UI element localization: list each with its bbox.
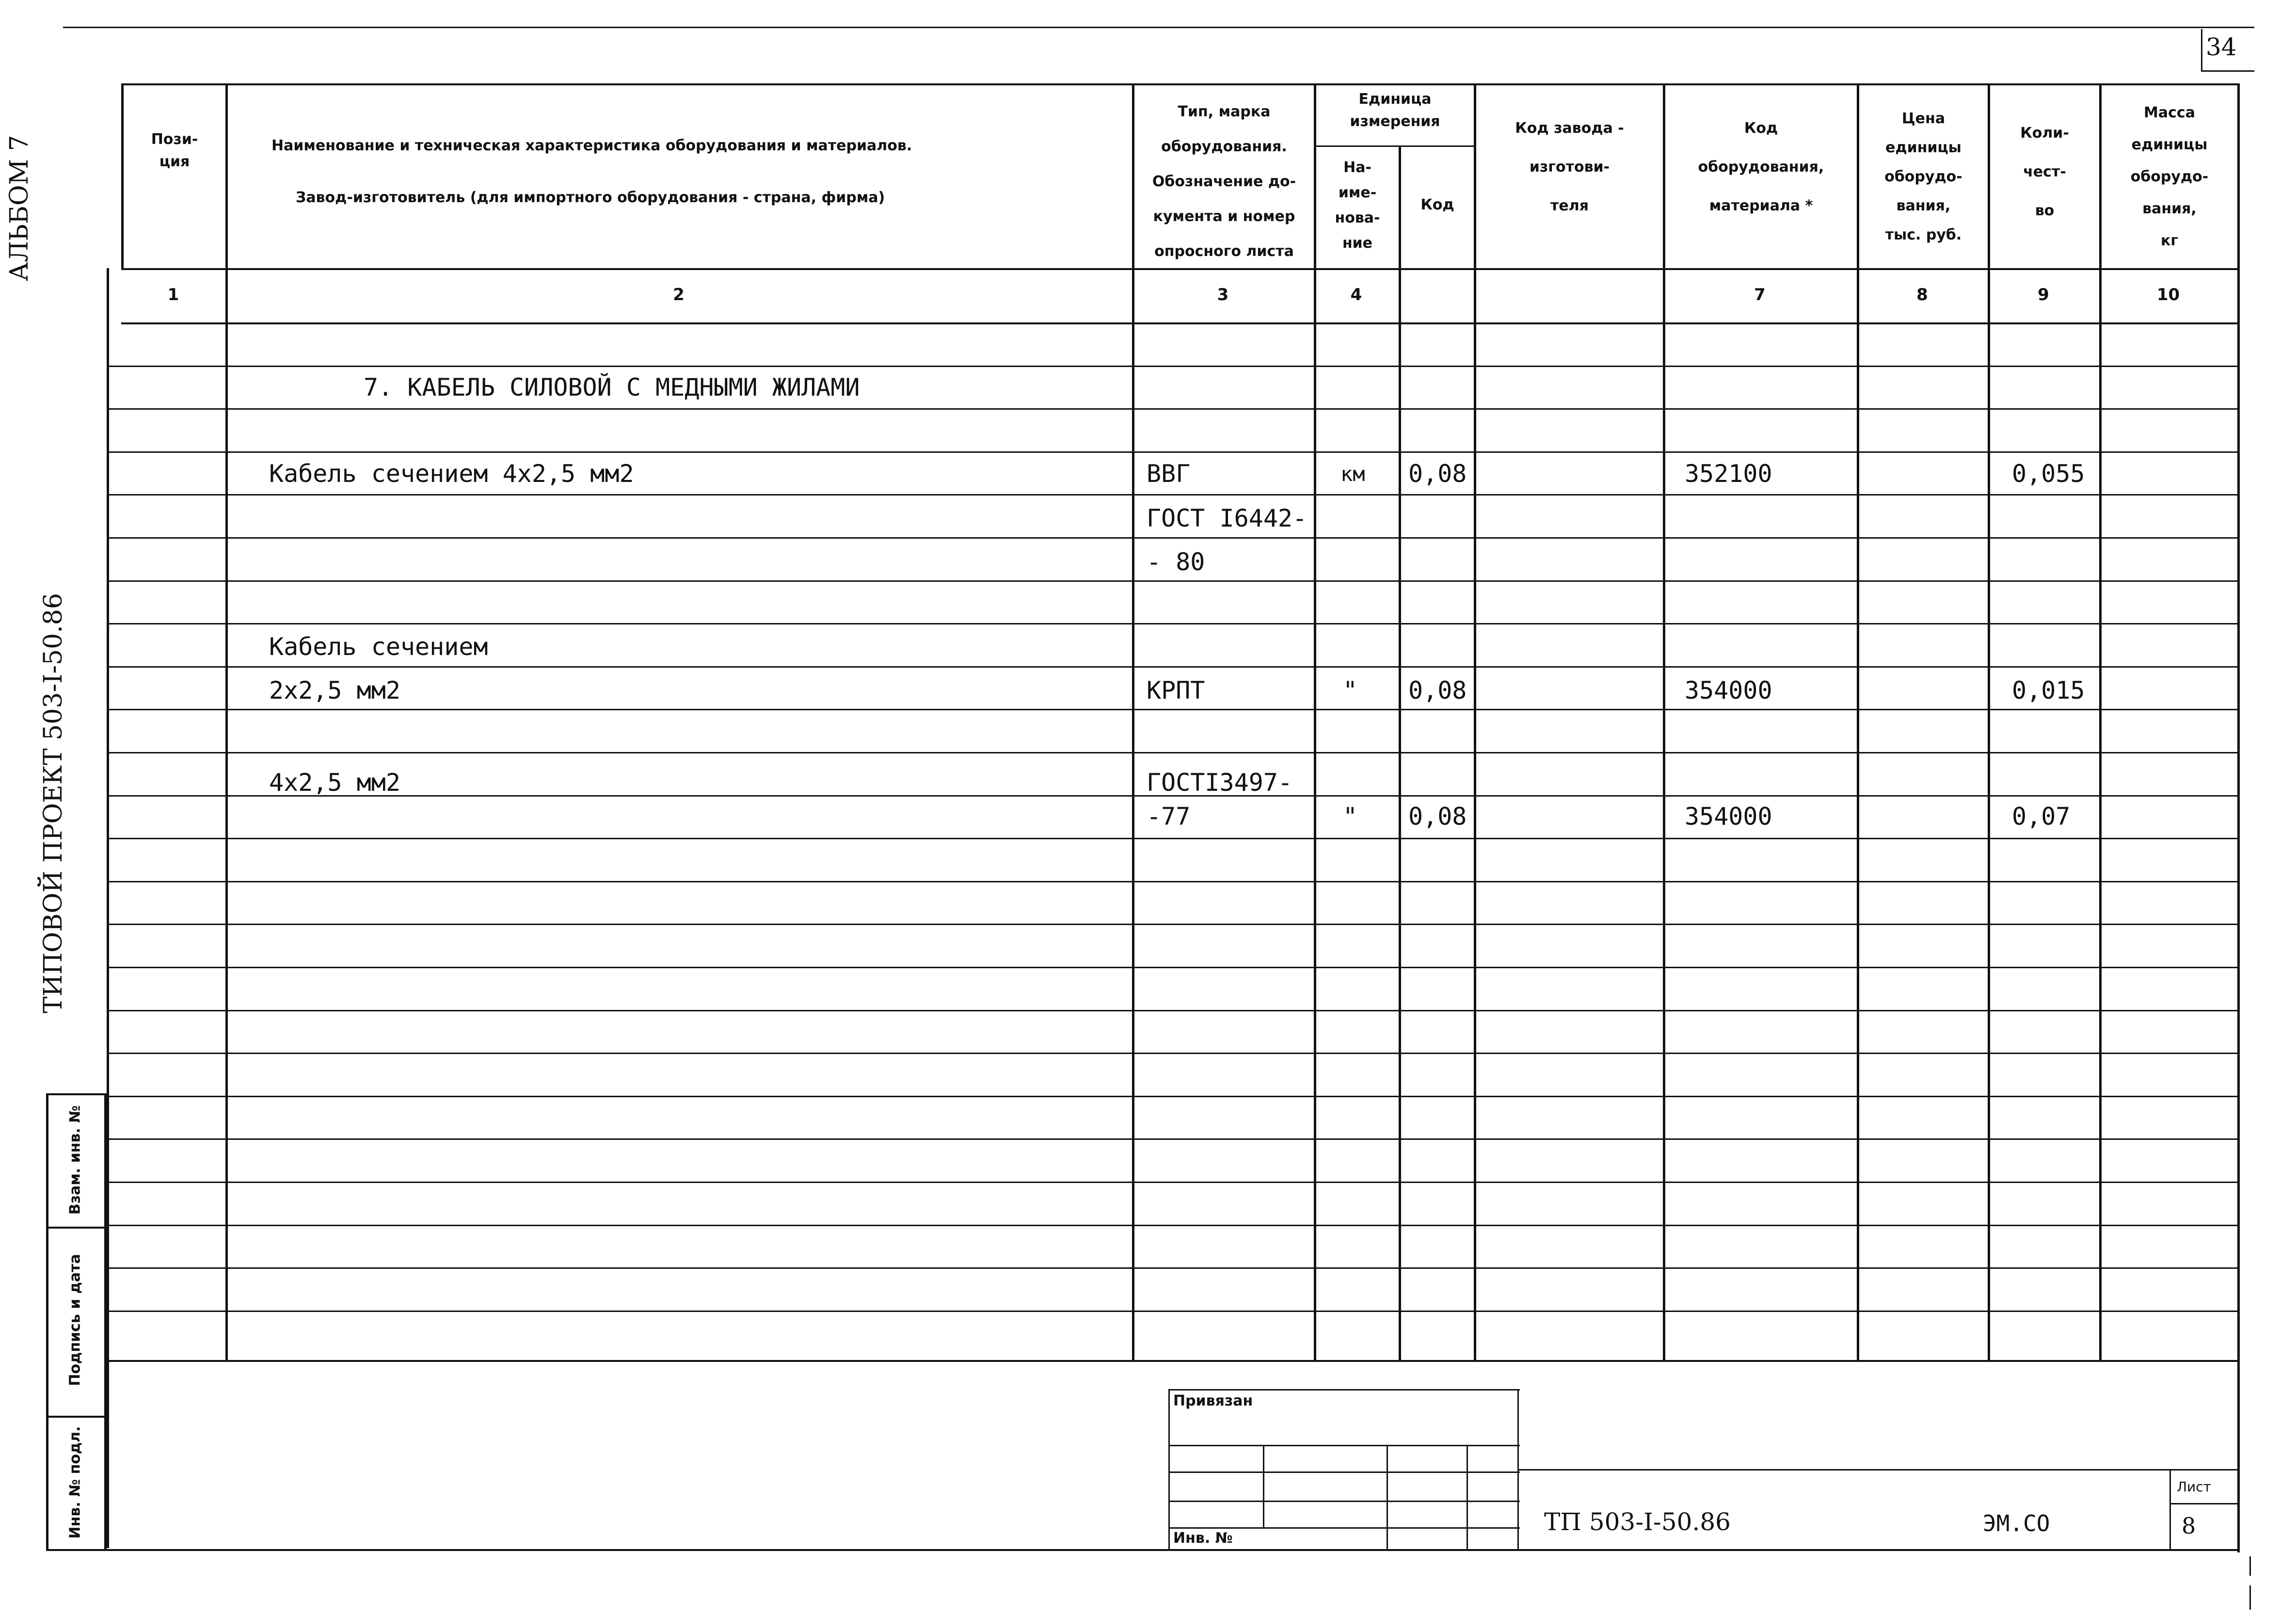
table-row-line xyxy=(107,623,2240,624)
header-position: Пози- ция xyxy=(151,131,198,170)
col-line-4 xyxy=(1474,83,1476,1360)
colnum-8: 8 xyxy=(1916,285,1928,304)
colnum-2: 2 xyxy=(673,285,685,304)
document-mark: ЭМ.СО xyxy=(1983,1510,2050,1536)
header-name-line2: Завод-изготовитель (для импортного оборудования - страна, фирма) xyxy=(296,189,885,206)
colnum-9: 9 xyxy=(2038,285,2049,304)
table-row-line xyxy=(107,838,2240,839)
row5-quantity: 0,015 xyxy=(2012,676,2085,704)
table-row-line xyxy=(107,924,2240,925)
header-mass: Масса единицы оборудо- вания, кг xyxy=(2130,104,2209,249)
header-type: Тип, марка оборудования. Обозначение до- кумента и номер опросного листа xyxy=(1152,103,1296,260)
table-row-line xyxy=(107,666,2240,668)
col-line-7 xyxy=(1988,83,1990,1360)
table-row-line xyxy=(107,1182,2240,1183)
row5-type: КРПТ xyxy=(1147,676,1205,704)
row7-unit-code: 0,08 xyxy=(1408,802,1467,831)
edge-mark-2 xyxy=(2249,1585,2251,1610)
table-top-border xyxy=(121,83,2240,85)
header-name-line1: Наименование и техническая характеристика оборудования и материалов. xyxy=(271,137,912,154)
row1-type: ВВГ xyxy=(1147,460,1191,488)
colnum-7: 7 xyxy=(1754,285,1766,304)
table-row-line xyxy=(107,1096,2240,1097)
header-price: Цена единицы оборудо- вания, тыс. руб. xyxy=(1884,110,1962,243)
section-title: 7. КАБЕЛЬ СИЛОВОЙ С МЕДНЫМИ ЖИЛАМИ xyxy=(364,373,860,401)
album-label: АЛЬБОМ 7 xyxy=(5,135,34,281)
edge-mark-1 xyxy=(2249,1556,2251,1576)
inv-no-label: Инв. № xyxy=(1173,1530,1233,1547)
table-row-line xyxy=(107,366,2240,367)
table-row-line xyxy=(107,967,2240,968)
table-row-line xyxy=(107,494,2240,496)
colnum-4: 4 xyxy=(1350,285,1362,304)
row1-quantity: 0,055 xyxy=(2012,460,2085,488)
row5-unit: " xyxy=(1343,676,1358,704)
colnum-3: 3 xyxy=(1217,285,1229,304)
page-number-box-bottom xyxy=(2201,70,2254,72)
row7-type: -77 xyxy=(1147,802,1191,831)
sheet-label: Лист xyxy=(2177,1479,2211,1495)
row1-unit-code: 0,08 xyxy=(1408,460,1467,488)
table-row-line xyxy=(107,1225,2240,1226)
table-row-line xyxy=(107,1267,2240,1269)
page-bottom-border xyxy=(107,1549,2240,1551)
document-code: ТП 503-I-50.86 xyxy=(1544,1508,1731,1536)
tb-col-1 xyxy=(1263,1445,1264,1527)
colnum-bottom-border xyxy=(121,322,2240,324)
col-line-5 xyxy=(1663,83,1665,1360)
table-row-line xyxy=(107,881,2240,882)
col-line-6 xyxy=(1857,83,1859,1360)
inv-orig-label: Инв. № подл. xyxy=(66,1426,84,1539)
table-row-line xyxy=(107,537,2240,539)
table-row-line xyxy=(107,1311,2240,1312)
row2-type: ГОСТ I6442- xyxy=(1147,504,1307,532)
tb-sheet-left xyxy=(2169,1469,2171,1549)
sheet-number: 8 xyxy=(2182,1513,2196,1539)
col-line-0 xyxy=(107,268,109,1548)
row1-material-code: 352100 xyxy=(1685,460,1772,488)
header-unit-code: Код xyxy=(1420,196,1454,213)
stamp-strip-left xyxy=(46,1093,48,1549)
row3-type: - 80 xyxy=(1147,548,1205,576)
tb-main-top xyxy=(1517,1469,2240,1471)
row5-material-code: 354000 xyxy=(1685,676,1772,704)
table-row-line xyxy=(107,752,2240,753)
header-factory-code: Код завода - изготови- теля xyxy=(1515,120,1624,214)
row7-unit: " xyxy=(1343,802,1358,831)
col-line-0-top xyxy=(121,83,124,270)
header-material-code: Код оборудования, материала * xyxy=(1698,120,1824,214)
table-row-line xyxy=(107,1053,2240,1054)
row6-name: 4х2,5 мм2 xyxy=(269,768,400,797)
project-label: ТИПОВОЙ ПРОЕКТ 503-I-50.86 xyxy=(39,593,68,1013)
table-bottom-border xyxy=(107,1360,2240,1362)
row6-type: ГОСТI3497- xyxy=(1147,768,1293,797)
col-line-2 xyxy=(1132,83,1134,1360)
table-row-line xyxy=(107,1010,2240,1011)
row7-material-code: 354000 xyxy=(1685,802,1772,831)
replacement-inv-label: Взам. инв. № xyxy=(66,1105,84,1215)
row5-unit-code: 0,08 xyxy=(1408,676,1467,704)
header-quantity: Коли- чест- во xyxy=(2020,125,2069,219)
signature-date-label: Подпись и дата xyxy=(66,1254,84,1386)
table-row-line xyxy=(107,580,2240,582)
row1-name: Кабель сечением 4х2,5 мм2 xyxy=(269,460,634,488)
col-line-3 xyxy=(1314,83,1316,1360)
table-row-line xyxy=(107,1138,2240,1140)
unit-group-divider xyxy=(1314,145,1474,147)
tb-col-2 xyxy=(1387,1445,1388,1549)
tb-top xyxy=(1168,1389,1520,1391)
row1-unit: км xyxy=(1340,462,1365,486)
col-line-8 xyxy=(2099,83,2102,1360)
tb-col-3 xyxy=(1467,1445,1468,1549)
header-unit-group: Единица измерения xyxy=(1350,91,1440,130)
tb-left xyxy=(1168,1389,1170,1549)
colnum-10: 10 xyxy=(2156,285,2180,304)
top-border-line xyxy=(63,27,2254,28)
row7-quantity: 0,07 xyxy=(2012,802,2071,831)
page-number: 34 xyxy=(2206,33,2237,61)
table-row-line xyxy=(107,408,2240,410)
table-row-line xyxy=(107,709,2240,710)
attached-label: Привязан xyxy=(1173,1392,1253,1409)
colnum-1: 1 xyxy=(167,285,179,304)
table-row-line xyxy=(107,451,2240,453)
col-line-1 xyxy=(225,83,228,1360)
row4-name: Кабель сечением xyxy=(269,633,488,661)
row5-name: 2х2,5 мм2 xyxy=(269,676,400,704)
col-line-9 xyxy=(2237,83,2240,1552)
page-number-box-left xyxy=(2201,29,2202,70)
tb-sheet-divider xyxy=(2169,1503,2240,1504)
header-unit-name: На- име- нова- ние xyxy=(1335,159,1380,252)
